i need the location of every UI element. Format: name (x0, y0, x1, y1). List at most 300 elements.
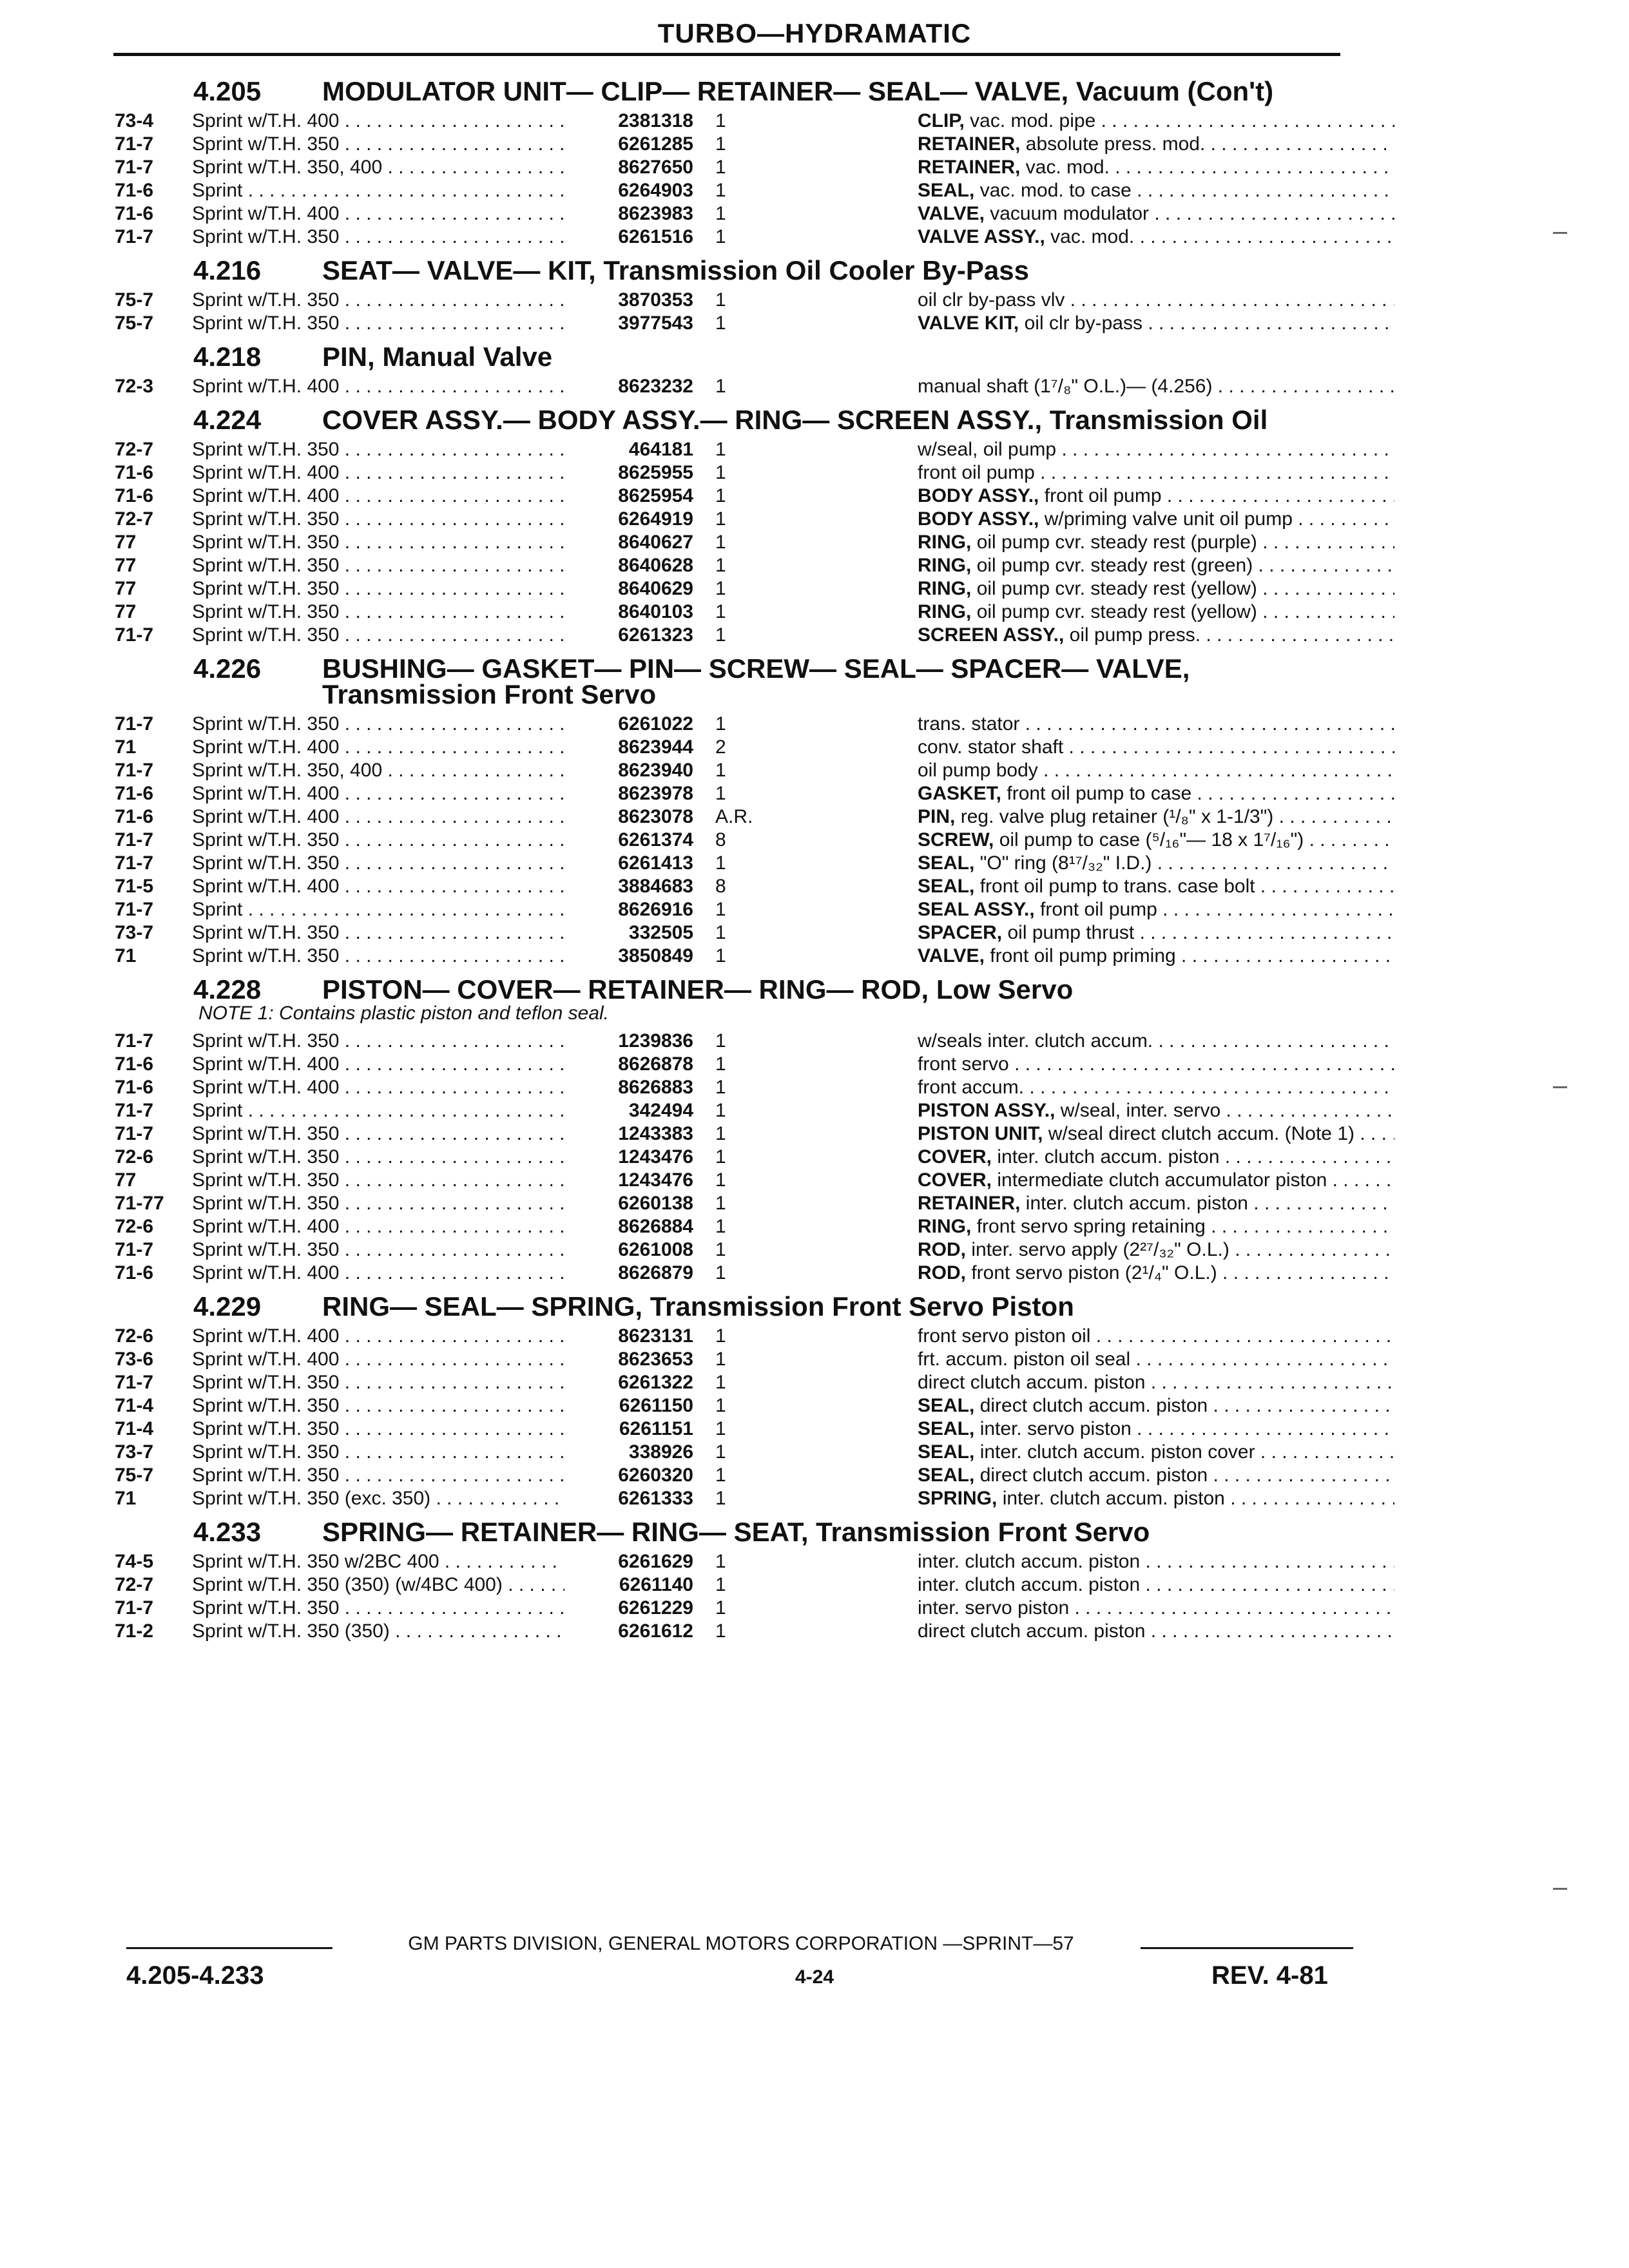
model-application (192, 875, 564, 898)
part-description (918, 1487, 1394, 1510)
description-line (918, 898, 1394, 921)
part-row (116, 898, 1353, 921)
description-line (918, 1394, 1394, 1418)
quantity: 1 (715, 1395, 726, 1416)
model-text: Sprint w/T.H. 350 . . . (192, 508, 564, 530)
section-title: MODULATOR UNIT— CLIP— RETAINER— SEAL— VALVE, Vacuum (Con't) (322, 76, 1274, 106)
model-text: Sprint w/T.H. 350, 400 . . . (192, 760, 564, 781)
section-4-205 (116, 76, 1353, 249)
description-line (918, 805, 1394, 829)
model-text: Sprint . . . (192, 899, 564, 920)
description-line (918, 554, 1394, 577)
part-row (116, 782, 1353, 805)
illustration-key: 77 (115, 601, 137, 622)
description-line (918, 1215, 1394, 1238)
illustration-key: 71-7 (115, 829, 154, 850)
description-part-name: COVER, (918, 1169, 992, 1191)
model-application (192, 1550, 564, 1573)
quantity: 1 (715, 312, 726, 334)
model-application (192, 921, 564, 945)
description-line (918, 852, 1394, 875)
model-text: Sprint w/T.H. 350 . . . (192, 1169, 564, 1191)
description-part-name: VALVE, (918, 945, 985, 966)
model-application (192, 312, 564, 335)
part-description (918, 1146, 1394, 1169)
description-text: front oil pump (918, 462, 1035, 483)
illustration-key: 71-77 (115, 1193, 164, 1214)
illustration-key: 73-4 (115, 110, 154, 131)
description-text: inter. clutch accum. piston (918, 1551, 1141, 1572)
illustration-key: 71-2 (115, 1620, 154, 1642)
quantity: 1 (715, 783, 726, 804)
margin-tick (1553, 1888, 1567, 1890)
description-text: vac. mod. (1025, 157, 1110, 178)
section-4-224 (116, 405, 1353, 647)
part-description (918, 1030, 1394, 1053)
quantity: 1 (715, 1262, 726, 1283)
quantity: 1 (715, 1551, 726, 1572)
part-number: 342494 (628, 1100, 693, 1121)
part-row (116, 713, 1353, 736)
part-description (918, 782, 1394, 805)
section-title: PIN, Manual Valve (322, 341, 553, 372)
part-row (116, 438, 1353, 461)
quantity: 1 (715, 555, 726, 576)
description-text: oil pump cvr. steady rest (yellow) (976, 601, 1257, 622)
part-row (116, 226, 1353, 249)
model-text: Sprint w/T.H. 350 . . . (192, 1146, 564, 1168)
part-description (918, 1597, 1394, 1620)
illustration-key: 71-6 (115, 1077, 154, 1098)
illustration-key: 72-7 (115, 508, 154, 530)
part-number: 1239836 (618, 1030, 693, 1052)
section-4-226 (116, 653, 1353, 968)
description-text: front servo spring retaining (976, 1216, 1206, 1237)
model-application (192, 1441, 564, 1464)
part-row (116, 624, 1353, 647)
description-part-name: BODY ASSY., (918, 485, 1039, 506)
model-application (192, 179, 564, 202)
model-application (192, 1371, 564, 1394)
part-description (918, 736, 1394, 759)
description-line (918, 1487, 1394, 1510)
part-row (116, 179, 1353, 202)
model-application (192, 1076, 564, 1099)
part-row (116, 375, 1353, 398)
model-text: Sprint w/T.H. 400 . . . (192, 1216, 564, 1237)
model-application (192, 1146, 564, 1169)
model-application (192, 1620, 564, 1643)
description-text: front oil pump priming (990, 945, 1176, 966)
model-application (192, 829, 564, 852)
quantity: 1 (715, 1597, 726, 1619)
description-part-name: COVER, (918, 1146, 992, 1168)
illustration-key: 71-7 (115, 133, 154, 155)
quantity: 1 (715, 1418, 726, 1439)
illustration-key: 71-7 (115, 157, 154, 178)
illustration-key: 73-6 (115, 1349, 154, 1370)
description-line (918, 312, 1394, 335)
model-application (192, 782, 564, 805)
part-number: 8625954 (618, 485, 693, 506)
model-text: Sprint w/T.H. 350 . . . (192, 1372, 564, 1393)
part-row (116, 852, 1353, 875)
part-number: 1243476 (618, 1146, 693, 1168)
part-row (116, 156, 1353, 179)
description-line (918, 1464, 1394, 1487)
description-text: front oil pump to trans. case bolt (979, 876, 1255, 897)
description-part-name: SEAL, (918, 1418, 975, 1439)
description-line (918, 1099, 1394, 1122)
part-row (116, 1325, 1353, 1348)
part-description (918, 1169, 1394, 1192)
part-number: 6264919 (618, 508, 693, 530)
description-line (918, 1348, 1394, 1371)
illustration-key: 71-7 (115, 1123, 154, 1144)
part-row (116, 921, 1353, 945)
part-number: 6261150 (619, 1395, 693, 1416)
part-description (918, 1371, 1394, 1394)
description-line (918, 1262, 1394, 1285)
illustration-key: 71-7 (115, 1372, 154, 1393)
section-heading (193, 1291, 1353, 1320)
description-line (918, 1573, 1394, 1597)
description-text: oil pump cvr. steady rest (green) (976, 555, 1253, 576)
model-application (192, 1122, 564, 1146)
part-number: 6261629 (618, 1551, 693, 1572)
quantity: 1 (715, 157, 726, 178)
description-part-name: RETAINER, (918, 133, 1021, 155)
description-text: inter. clutch accum. piston (997, 1146, 1220, 1168)
section-number: 4.205 (193, 76, 262, 106)
description-line (918, 1325, 1394, 1348)
description-line (918, 531, 1394, 554)
description-text: front oil pump (1044, 485, 1162, 506)
part-description (918, 759, 1394, 782)
part-row (116, 1487, 1353, 1510)
part-row (116, 312, 1353, 335)
part-row (116, 601, 1353, 624)
section-heading (193, 1517, 1353, 1545)
description-text: front servo piston (2¹/₄" O.L.) (971, 1262, 1217, 1283)
description-text: front accum. (918, 1077, 1025, 1098)
part-number: 6261140 (619, 1574, 693, 1595)
part-description (918, 805, 1394, 829)
part-number: 338926 (628, 1441, 693, 1463)
description-line (918, 1418, 1394, 1441)
part-row (116, 461, 1353, 485)
section-heading (193, 76, 1353, 104)
part-number: 8627650 (618, 157, 693, 178)
description-part-name: SEAL, (918, 1465, 975, 1486)
description-text: inter. clutch accum. piston cover (979, 1441, 1255, 1463)
section-number: 4.229 (193, 1291, 262, 1321)
illustration-key: 71-7 (115, 1100, 154, 1121)
illustration-key: 72-7 (115, 1574, 154, 1595)
description-part-name: RING, (918, 532, 972, 553)
description-line (918, 508, 1394, 531)
description-part-name: PISTON UNIT, (918, 1123, 1043, 1144)
part-number: 6260320 (618, 1465, 693, 1486)
quantity: 1 (715, 1146, 726, 1168)
part-description (918, 601, 1394, 624)
part-row (116, 1076, 1353, 1099)
description-part-name: SPACER, (918, 922, 1003, 943)
model-text: Sprint w/T.H. 400 . . . (192, 203, 564, 224)
model-application (192, 156, 564, 179)
part-number: 8623653 (618, 1349, 693, 1370)
part-row (116, 945, 1353, 968)
part-row (116, 1146, 1353, 1169)
description-line (918, 1620, 1394, 1643)
part-number: 6261008 (618, 1239, 693, 1260)
part-number: 8623944 (618, 736, 693, 758)
model-application (192, 110, 564, 133)
description-line (918, 156, 1394, 179)
part-number: 3870353 (618, 289, 693, 311)
part-row (116, 1122, 1353, 1146)
section-number: 4.216 (193, 255, 262, 285)
quantity: 1 (715, 1169, 726, 1191)
section-heading (193, 255, 1353, 284)
part-number: 8640627 (618, 532, 693, 553)
illustration-key: 71-4 (115, 1418, 154, 1439)
description-line (918, 202, 1394, 226)
illustration-key: 71-6 (115, 1053, 154, 1075)
part-description (918, 179, 1394, 202)
part-description (918, 875, 1394, 898)
quantity: 1 (715, 601, 726, 622)
model-text: Sprint w/T.H. 400 . . . (192, 1262, 564, 1283)
quantity: 1 (715, 1349, 726, 1370)
model-text: Sprint w/T.H. 400 . . . (192, 1053, 564, 1075)
description-text: vacuum modulator (990, 203, 1150, 224)
description-line (918, 736, 1394, 759)
part-description (918, 1464, 1394, 1487)
part-description (918, 829, 1394, 852)
model-application (192, 1262, 564, 1285)
part-number: 6261516 (618, 226, 693, 247)
section-number: 4.218 (193, 341, 262, 372)
model-text: Sprint w/T.H. 350 . . . (192, 1030, 564, 1052)
model-application (192, 1573, 564, 1597)
model-application (192, 1192, 564, 1215)
part-row (116, 1348, 1353, 1371)
model-application (192, 736, 564, 759)
margin-tick (1553, 232, 1567, 234)
illustration-key: 77 (115, 532, 137, 553)
part-row (116, 1099, 1353, 1122)
illustration-key: 71-6 (115, 783, 154, 804)
part-description (918, 1550, 1394, 1573)
section-4-229 (116, 1291, 1353, 1510)
description-line (918, 1169, 1394, 1192)
part-row (116, 1030, 1353, 1053)
part-row (116, 1418, 1353, 1441)
description-text: front oil pump (1040, 899, 1157, 920)
quantity: 1 (715, 945, 726, 966)
description-text: oil pump thrust (1007, 922, 1135, 943)
description-text: inter. clutch accum. piston (1025, 1193, 1248, 1214)
quantity: 1 (715, 508, 726, 530)
description-text: w/priming valve unit oil pump (1044, 508, 1293, 530)
part-description (918, 133, 1394, 156)
model-text: Sprint w/T.H. 350 (350) (w/4BC 400) . . . (192, 1574, 564, 1595)
quantity: 8 (715, 829, 726, 850)
description-line (918, 485, 1394, 508)
model-application (192, 1169, 564, 1192)
part-row (116, 1441, 1353, 1464)
description-line (918, 226, 1394, 249)
model-application (192, 508, 564, 531)
illustration-key: 73-7 (115, 1441, 154, 1463)
description-part-name: SEAL ASSY., (918, 899, 1035, 920)
model-application (192, 898, 564, 921)
description-text: w/seal, oil pump (918, 439, 1057, 460)
part-description (918, 202, 1394, 226)
section-title: SEAT— VALVE— KIT, Transmission Oil Cooler By-Pass (322, 255, 1029, 285)
illustration-key: 71-7 (115, 624, 154, 646)
description-text: front servo (918, 1053, 1009, 1075)
quantity: 1 (715, 1325, 726, 1347)
section-title: PISTON— COVER— RETAINER— RING— ROD, Low Servo (322, 974, 1074, 1004)
illustration-key: 71-7 (115, 1239, 154, 1260)
description-part-name: BODY ASSY., (918, 508, 1039, 530)
model-application (192, 759, 564, 782)
description-line (918, 921, 1394, 945)
part-description (918, 945, 1394, 968)
description-line (918, 782, 1394, 805)
model-text: Sprint w/T.H. 350 (350) . . . (192, 1620, 564, 1642)
illustration-key: 77 (115, 578, 137, 599)
description-text: oil pump cvr. steady rest (purple) (976, 532, 1257, 553)
quantity: 1 (715, 1077, 726, 1098)
part-row (116, 829, 1353, 852)
description-part-name: SEAL, (918, 1395, 975, 1416)
part-description (918, 110, 1394, 133)
model-text: Sprint w/T.H. 350 . . . (192, 1193, 564, 1214)
description-text: inter. servo piston (979, 1418, 1132, 1439)
part-number: 6261322 (618, 1372, 693, 1393)
part-row (116, 1464, 1353, 1487)
model-text: Sprint w/T.H. 350 . . . (192, 1123, 564, 1144)
description-text: inter. servo piston (918, 1597, 1070, 1619)
part-description (918, 508, 1394, 531)
section-heading (193, 341, 1353, 370)
description-line (918, 289, 1394, 312)
model-text: Sprint w/T.H. 400 . . . (192, 876, 564, 897)
part-description (918, 1192, 1394, 1215)
part-number: 6261285 (618, 133, 693, 155)
model-application (192, 1030, 564, 1053)
part-row (116, 577, 1353, 601)
description-text: oil clr by-pass (1024, 312, 1142, 334)
section-4-228 (116, 974, 1353, 1285)
quantity: 1 (715, 1100, 726, 1121)
quantity: 1 (715, 226, 726, 247)
illustration-key: 71-4 (115, 1395, 154, 1416)
description-text: oil pump to case (⁵/₁₆"— 18 x 1⁷/₁₆") (999, 829, 1304, 850)
illustration-key: 75-7 (115, 289, 154, 311)
quantity: 1 (715, 1239, 726, 1260)
quantity: 1 (715, 485, 726, 506)
description-line (918, 133, 1394, 156)
description-line (918, 1550, 1394, 1573)
illustration-key: 71-7 (115, 1597, 154, 1619)
description-line (918, 1371, 1394, 1394)
model-text: Sprint w/T.H. 350 . . . (192, 1465, 564, 1486)
section-4-216 (116, 255, 1353, 335)
description-part-name: RING, (918, 601, 972, 622)
section-heading (193, 974, 1353, 1003)
part-number: 332505 (628, 922, 693, 943)
model-text: Sprint w/T.H. 350 . . . (192, 1395, 564, 1416)
description-line (918, 461, 1394, 485)
illustration-key: 73-7 (115, 922, 154, 943)
model-text: Sprint w/T.H. 350 . . . (192, 439, 564, 460)
model-application (192, 1597, 564, 1620)
section-number: 4.224 (193, 405, 262, 435)
part-number: 6261333 (618, 1488, 693, 1509)
part-row (116, 289, 1353, 312)
part-number: 3850849 (618, 945, 693, 966)
section-number: 4.226 (193, 653, 262, 684)
description-text: direct clutch accum. piston (979, 1395, 1208, 1416)
model-text: Sprint w/T.H. 350 . . . (192, 713, 564, 735)
description-part-name: VALVE KIT, (918, 312, 1019, 334)
illustration-key: 71-6 (115, 485, 154, 506)
part-number: 1243383 (618, 1123, 693, 1144)
model-application (192, 1487, 564, 1510)
part-description (918, 624, 1394, 647)
part-row (116, 554, 1353, 577)
model-text: Sprint w/T.H. 350, 400 . . . (192, 157, 564, 178)
part-row (116, 1053, 1353, 1076)
model-text: Sprint w/T.H. 350 . . . (192, 945, 564, 966)
model-text: Sprint w/T.H. 350 . . . (192, 555, 564, 576)
model-application (192, 852, 564, 875)
part-number: 6264903 (618, 180, 693, 201)
illustration-key: 71-7 (115, 899, 154, 920)
section-number: 4.233 (193, 1517, 262, 1547)
description-line (918, 1076, 1394, 1099)
illustration-key: 77 (115, 555, 137, 576)
description-text: intermediate clutch accumulator piston (997, 1169, 1327, 1191)
illustration-key: 71 (115, 736, 137, 758)
quantity: 1 (715, 899, 726, 920)
part-number: 8626879 (618, 1262, 693, 1283)
quantity: 1 (715, 1030, 726, 1052)
part-row (116, 1573, 1353, 1597)
description-text: w/seals inter. clutch accum. (918, 1030, 1153, 1052)
description-part-name: ROD, (918, 1262, 966, 1283)
part-description (918, 312, 1394, 335)
description-text: direct clutch accum. piston (918, 1620, 1146, 1642)
model-text: Sprint w/T.H. 350 . . . (192, 601, 564, 622)
quantity: 1 (715, 624, 726, 646)
description-line (918, 1192, 1394, 1215)
part-row (116, 1597, 1353, 1620)
model-application (192, 1348, 564, 1371)
part-description (918, 1076, 1394, 1099)
model-application (192, 805, 564, 829)
part-description (918, 1215, 1394, 1238)
part-number: 8640629 (618, 578, 693, 599)
description-text: oil pump body (918, 760, 1038, 781)
part-row (116, 110, 1353, 133)
quantity: 8 (715, 876, 726, 897)
description-line (918, 1597, 1394, 1620)
